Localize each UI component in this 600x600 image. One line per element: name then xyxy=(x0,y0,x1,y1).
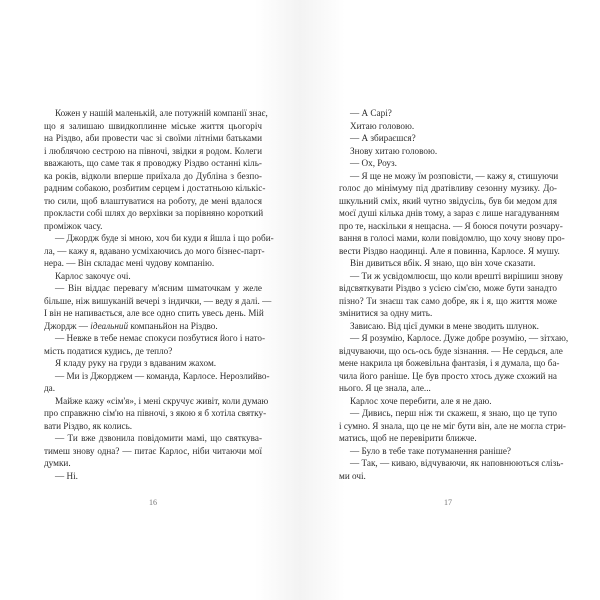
text-line xyxy=(44,320,262,333)
text-line: і сумно. Я знала, що це не міг бути він, але не могла стри- xyxy=(339,420,566,431)
text-line: Хитаю головою. xyxy=(350,120,415,131)
text-line: про справжню сім'ю на півночі, з якою я б хотіла святку- xyxy=(44,408,267,418)
text-line: ка років, відколи вперше приїхала до Дубліна з безпо- xyxy=(44,170,262,181)
text-line: — Я ще не можу їм розповісти, — кажу я, стишуючи xyxy=(350,170,559,181)
text-line: вання в голосі мами, коли повідомлю, що хочу знову про- xyxy=(339,233,565,243)
text-line: моєї душі кілька днів тому, а зараз є лише нагадуванням xyxy=(339,208,560,218)
text-line: Карлос закочує очі. xyxy=(55,270,131,281)
text-line: чила його раніше. Це був просто хтось дуже схожий на xyxy=(339,370,557,381)
text-line: — Джордж буде зі мною, хоч би куди я йшла і що роби- xyxy=(55,233,274,243)
text-line: тимеш знову одна? — питає Карлос, ніби читаючи мої xyxy=(44,445,262,456)
text-line: — Він віддає перевагу м'ясним шматочкам у желе xyxy=(55,283,262,293)
text-line: і люблячою сестрою на півночі, звідки я родом. Колеги xyxy=(44,145,262,156)
text-line: да. xyxy=(44,383,56,393)
text-line: Знову хитаю головою. xyxy=(350,145,438,156)
text-line: вати Різдво, як колись. xyxy=(44,420,133,431)
text-line: проміжок часу. xyxy=(44,220,103,231)
text-line: — Було в тебе таке потуманення раніше? xyxy=(350,445,511,456)
text-line: ла, — кажу я, вдавано усміхаючись до мого бізнес-парт- xyxy=(44,245,265,256)
left-page-text xyxy=(44,107,274,482)
text-line: про те, наскільки я нещасна. — Я боюся почути розчару- xyxy=(339,220,563,231)
text-line: прокласти собі шлях до верхівки за порівняно короткий xyxy=(44,208,264,218)
text-line: на Різдво, аби провести час зі своїми літніми батьками xyxy=(44,133,262,143)
text-line: Зависаю. Від цієї думки в мене зводить шлунок. xyxy=(350,320,539,331)
text-line: Карлос хоче перебити, але я не даю. xyxy=(350,395,492,406)
text-line: шкульний сміх, який чутно звідусіль, був би медом для xyxy=(339,195,557,206)
text-segment: Джордж — xyxy=(44,320,91,331)
text-line: — Ти вже дзвонила повідомити мамі, що святкува- xyxy=(55,433,262,443)
text-line: матись, щоб не перевірити ближче. xyxy=(339,433,477,443)
text-line: змінитися за одну мить. xyxy=(339,308,433,318)
text-line: — А збираєшся? xyxy=(350,133,416,143)
text-line: відчуваючи, що ось-ось буде зізнання. — Не сердься, але xyxy=(339,345,563,356)
right-page-text xyxy=(339,107,569,482)
italic-text: ідеальний xyxy=(90,320,129,331)
text-line: тю сили, щоб влаштуватися на роботу, де мені вдалося xyxy=(44,195,262,206)
text-line: вважають, що саме так я проводжу Різдво останні кіль- xyxy=(44,158,262,168)
text-line: відсвяткувати Різдво з усією сім'єю, може бути занадто xyxy=(339,283,557,293)
text-line: мість податися кудись, де тепло? xyxy=(44,345,173,356)
text-line: — Невже в тебе немає спокуси позбутися його і нато- xyxy=(55,333,266,343)
text-line: Кожен у нашій маленькій, але потужній компанії знає, xyxy=(55,108,268,118)
text-line: Майже кажу «сім'я», і мені скручує живіт, коли думаю xyxy=(55,395,269,406)
text-line: думки. xyxy=(44,458,71,468)
right-page xyxy=(300,0,600,600)
text-line: — Я розумію, Карлосе. Дуже добре розумію, — зітхаю, xyxy=(350,333,569,343)
text-line: радним собакою, розбитим серцем і достатньою кількіс- xyxy=(44,183,266,193)
text-line: — Так, — киваю, відчуваючи, як наповнюються слізь- xyxy=(350,458,564,468)
text-line: мене накрила ця божевільна фантазія, і я думала, що ба- xyxy=(339,358,560,368)
text-segment: компаньйон на Різдво. xyxy=(128,320,218,331)
text-line: нього. Я це знала, але... xyxy=(339,383,431,393)
text-line: ми очі. xyxy=(339,470,366,481)
text-line: що я залишаю швидкоплинне міське життя цьогоріч xyxy=(44,120,262,131)
text-line: Я кладу руку на груди з вдаваним жахом. xyxy=(55,358,217,368)
text-line: більше, ніж вишуканій вечері з індички, — веду я далі. — xyxy=(44,295,272,306)
text-line: Він дивиться вбік. Я знаю, що він хоче сказати. xyxy=(350,258,536,268)
text-line: — Дивись, перш ніж ти скажеш, я знаю, що це тупо xyxy=(350,408,557,418)
text-line: — Ні. xyxy=(55,470,78,481)
text-line: І він не напивається, але все одно спить увесь день. Мій xyxy=(44,308,264,318)
text-line: пізно? Ти знаєш так само добре, як і я, що життя може xyxy=(339,295,557,306)
page-number-left: 16 xyxy=(149,498,157,507)
text-line: — А Сарі? xyxy=(350,108,392,118)
page-number-right: 17 xyxy=(444,498,452,507)
text-line: — Ох, Роуз. xyxy=(350,158,397,168)
text-line: — Ти ж усвідомлюєш, що коли врешті вирішиш знову xyxy=(350,270,563,281)
text-line: вести Різдво наодинці. Але я повинна, Карлосе. Я мушу. xyxy=(339,245,560,256)
text-line: — Ми із Джорджем — команда, Карлосе. Нерозлийво- xyxy=(55,370,270,381)
text-line: голос до мінімуму під дратівливу сезонну музику. До- xyxy=(339,183,557,193)
text-line: нера. — Він складає мені чудову компанію. xyxy=(44,258,215,268)
